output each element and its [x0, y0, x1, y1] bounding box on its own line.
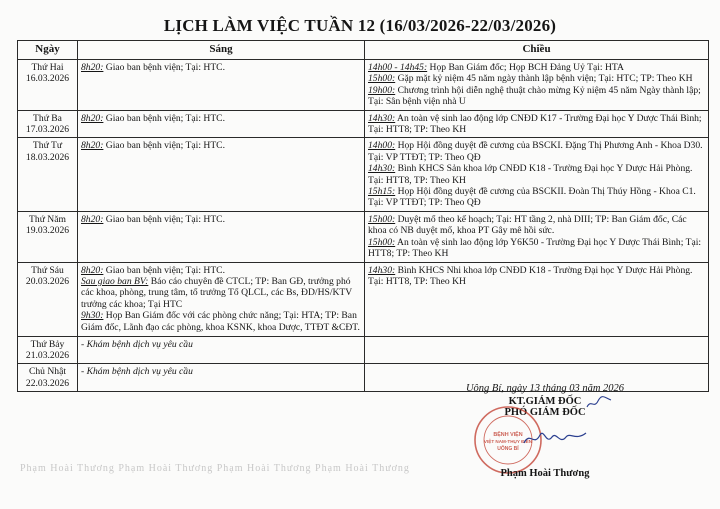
- entry-text: Họp Ban Giám đốc với các phòng chức năng; Tại: HTA; TP: Ban Giám đốc, Lãnh đạo các phòng, khoa KSNK, khoa Dược, TTĐT &CĐT.: [81, 310, 360, 333]
- morning-cell: [78, 110, 365, 138]
- day-name: Thứ Bảy: [30, 338, 65, 350]
- schedule-entry: [368, 73, 705, 84]
- schedule-entry: [368, 214, 705, 237]
- day-cell: [18, 262, 78, 336]
- schedule-entry: [81, 276, 361, 310]
- entry-text: Giao ban bệnh viện; Tại: HTC.: [103, 140, 225, 152]
- entry-time: 8h20:: [81, 213, 104, 225]
- schedule-row: [18, 110, 709, 138]
- schedule-entry: [368, 113, 705, 136]
- entry-time: 14h30:: [368, 163, 396, 175]
- morning-cell: [78, 364, 365, 392]
- entry-time: 14h30:: [368, 112, 396, 124]
- day-cell: [18, 364, 78, 392]
- schedule-entry: [368, 62, 705, 73]
- role-title: PHÓ GIÁM ĐỐC: [504, 407, 586, 418]
- day-date: 19.03.2026: [25, 225, 70, 237]
- svg-text:UÔNG BÍ: UÔNG BÍ: [497, 446, 519, 452]
- watermark: Phạm Hoài Thương Phạm Hoài Thương Phạm Hoài Thương Phạm Hoài Thương: [20, 463, 410, 474]
- schedule-entry: [81, 310, 361, 333]
- day-name: Thứ Ba: [33, 112, 62, 124]
- schedule-row: [18, 60, 709, 111]
- entry-text: Báo cáo chuyên đề CTCL; TP: Ban GĐ, trưởng phó các khoa, phòng, trung tâm, tổ trưởng Tổ QLCL, các Bs, ĐD/HS/KTV trưởng các khoa; Tại HTC: [81, 275, 353, 310]
- entry-time: 8h20:: [81, 140, 104, 152]
- afternoon-cell: [365, 60, 709, 111]
- morning-cell: [78, 60, 365, 111]
- morning-cell: [78, 138, 365, 211]
- day-cell: [18, 110, 78, 138]
- initial-signature: [585, 395, 613, 411]
- note-text: - Khám bệnh dịch vụ yêu cầu: [81, 338, 193, 350]
- svg-text:BỆNH VIỆN: BỆNH VIỆN: [493, 432, 523, 438]
- entry-text: Họp Ban Giám đốc; Họp BCH Đảng Uỷ Tại: HTA: [427, 62, 624, 73]
- note-text: - Khám bệnh dịch vụ yêu cầu: [81, 366, 193, 378]
- entry-time: 14h00 - 14h45:: [368, 62, 428, 73]
- header-afternoon: Chiều: [365, 41, 709, 60]
- schedule-row: [18, 211, 709, 262]
- schedule-entry: [81, 113, 361, 124]
- day-date: 21.03.2026: [25, 349, 70, 361]
- entry-time: 15h00:: [368, 213, 396, 225]
- entry-time: Sau giao ban BV:: [81, 275, 149, 287]
- day-cell: [18, 211, 78, 262]
- schedule-row: [18, 336, 709, 364]
- place-date: Uông Bí, ngày 13 tháng 03 năm 2026: [465, 383, 625, 394]
- morning-cell: [78, 262, 365, 336]
- entry-time: 8h20:: [81, 112, 104, 124]
- entry-time: 15h00:: [368, 236, 396, 248]
- afternoon-cell: [365, 211, 709, 262]
- afternoon-cell: [365, 110, 709, 138]
- entry-text: Giao ban bệnh viện; Tại: HTC.: [103, 112, 225, 124]
- afternoon-cell: [365, 138, 709, 211]
- entry-text: Họp Hội đồng duyệt đề cương của BSCKI. Đặng Thị Phương Anh - Khoa D30. Tại: VP TTĐT; TP: Theo QĐ: [368, 140, 703, 163]
- header-row: [18, 41, 709, 60]
- schedule-entry: [368, 186, 705, 209]
- entry-time: 15h15:: [368, 186, 396, 198]
- kt-title: KT.GIÁM ĐỐC: [508, 396, 582, 407]
- entry-text: Giao ban bệnh viện; Tại: HTC.: [103, 213, 225, 225]
- director-signature: [520, 425, 590, 451]
- entry-time: 14h00:: [368, 140, 396, 152]
- afternoon-cell: [365, 262, 709, 336]
- schedule-entry: [368, 265, 705, 288]
- entry-time: 15h00:: [368, 73, 396, 85]
- entry-text: Họp Hội đồng duyệt đề cương của BSCKII. Đoàn Thị Thúy Hồng - Khoa C1. Tại: VP TTĐT; TP: Theo QĐ: [368, 186, 696, 209]
- afternoon-cell: [365, 336, 709, 364]
- schedule-entry: [81, 265, 361, 276]
- schedule-entry: [81, 214, 361, 225]
- day-name: Thứ Tư: [32, 140, 63, 152]
- entry-text: Giao ban bệnh viện; Tại: HTC.: [103, 264, 225, 276]
- morning-cell: [78, 211, 365, 262]
- morning-cell: [78, 336, 365, 364]
- day-name: Thứ Hai: [31, 62, 64, 73]
- day-date: 17.03.2026: [25, 124, 70, 136]
- entry-time: 8h20:: [81, 62, 104, 73]
- entry-time: 14h30:: [368, 264, 396, 276]
- day-date: 22.03.2026: [25, 377, 70, 389]
- day-name: Thứ Năm: [29, 213, 66, 225]
- schedule-entry: [368, 85, 705, 108]
- signer-name: Phạm Hoài Thương: [500, 468, 590, 479]
- entry-text: Gặp mặt kỷ niệm 45 năm ngày thành lập bệnh viện; Tại: HTC; TP: Theo KH: [395, 73, 693, 85]
- schedule-row: [18, 262, 709, 336]
- entry-time: 19h00:: [368, 84, 396, 96]
- header-day: Ngày: [18, 41, 78, 60]
- day-name: Thứ Sáu: [31, 264, 64, 276]
- entry-text: Giao ban bệnh viện; Tại: HTC.: [103, 62, 225, 73]
- entry-text: Bình KHCS Sản khoa lớp CNĐD K18 - Trường Đại học Y Dược Hải Phòng. Tại: HTT8, TP: Theo KH: [368, 163, 693, 186]
- schedule-row: [18, 138, 709, 211]
- schedule-entry: [81, 62, 361, 73]
- schedule-title: LỊCH LÀM VIỆC TUẦN 12 (16/03/2026-22/03/2026): [163, 16, 557, 35]
- day-name: Chủ Nhật: [28, 366, 67, 378]
- schedule-entry: [368, 163, 705, 186]
- entry-time: 8h20:: [81, 264, 104, 276]
- entry-text: An toàn vệ sinh lao động lớp CNĐD K17 - Trường Đại học Y Dược Thái Bình; Tại: HTT8; TP: Theo KH: [368, 112, 702, 136]
- day-date: 18.03.2026: [25, 151, 70, 163]
- header-morning: Sáng: [78, 41, 365, 60]
- day-cell: [18, 336, 78, 364]
- schedule-entry: [368, 140, 705, 163]
- entry-text: Duyệt mổ theo kế hoạch; Tại: HT tầng 2, nhà DIII; TP: Ban Giám đốc, Các khoa có NB duyệt mổ, khoa PT Gây mê hồi sức.: [368, 213, 687, 237]
- entry-text: An toàn vệ sinh lao động lớp Y6K50 - Trường Đại học Y Dược Thái Bình; Tại: HTT8; TP: Theo KH: [368, 236, 702, 260]
- svg-text:VIỆT NAM-THỤY ĐIỂN: VIỆT NAM-THỤY ĐIỂN: [483, 439, 533, 444]
- entry-time: 9h30:: [81, 310, 104, 322]
- entry-text: Bình KHCS Nhi khoa lớp CNĐD K18 - Trường Đại học Y Dược Hải Phòng. Tại: HTT8, TP: Theo KH: [368, 264, 693, 287]
- day-date: 16.03.2026: [25, 73, 70, 85]
- day-date: 20.03.2026: [25, 275, 70, 287]
- entry-text: Chương trình hội diễn nghệ thuật chào mừng Kỷ niệm 45 năm Ngày thành lập; Tại: Sân bệnh viện nhà U: [368, 84, 701, 108]
- day-cell: [18, 60, 78, 111]
- schedule-entry: [368, 237, 705, 260]
- schedule-entry: [81, 140, 361, 151]
- day-cell: [18, 138, 78, 211]
- schedule-table: [17, 40, 709, 392]
